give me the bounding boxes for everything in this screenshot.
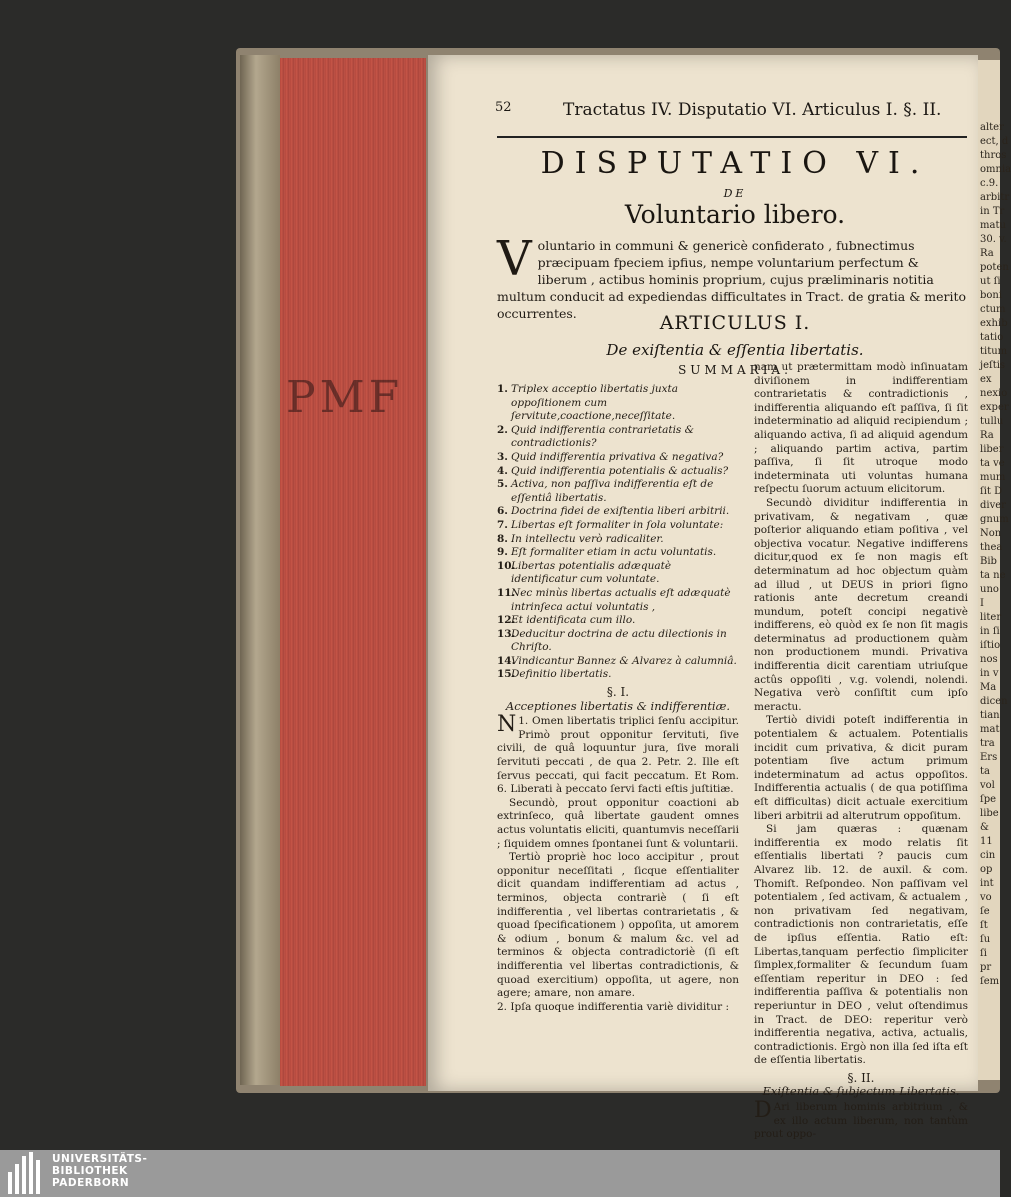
facing-page-text: ut ſi xyxy=(980,276,1001,287)
summaria-number: 7. xyxy=(497,518,508,531)
facing-page-text: cin xyxy=(980,850,996,861)
facing-page-text: in v xyxy=(980,668,999,679)
library-stamp: PMF xyxy=(286,372,404,423)
drop-cap: D xyxy=(754,1098,772,1124)
summaria-item xyxy=(497,655,739,669)
paragraph-text: Ari liberum hominis arbitrium , & ex illo actum liberum, non tantùm prout oppo- xyxy=(754,1101,968,1141)
facing-page-text: poten xyxy=(980,262,1009,273)
page-title: DISPUTATIO VI. xyxy=(540,146,930,181)
paragraph-text: Ipſa quoque indifferentia variè dividitur : xyxy=(510,1000,730,1013)
summaria-text: Quid indifferentia privativa & negativa? xyxy=(511,450,724,463)
summaria-number: 9. xyxy=(497,546,508,559)
summaria-text: Triplex acceptio libertatis juxta oppoſitionem cum ſervitute,coactione,neceſſitate. xyxy=(511,383,679,423)
summaria-item xyxy=(497,560,739,587)
facing-page-text: vol xyxy=(980,780,995,791)
facing-page-text: jeſtis xyxy=(980,360,1006,371)
facing-page-text: thros xyxy=(980,150,1007,161)
summaria-number: 13. xyxy=(497,627,516,640)
facing-page-text: ect, d xyxy=(980,136,1009,147)
summaria-item xyxy=(497,424,739,451)
facing-page-text: Non xyxy=(980,528,1002,539)
summaria-item xyxy=(497,668,739,682)
paragraph: Tertiò dividi poteſt indifferentia in potentialem & actualem. Potentialis incidit cum privativa, & dicit puram potentiam ſive actum primum indeterminatum ad actus oppoſitos. Indifferentia actualis ( de qua potiſſima eſt difficultas) dicit actuale exercitium liberi arbitrii ad alterutrum oppoſitum. xyxy=(754,714,968,822)
facing-page-text: diver xyxy=(980,500,1006,511)
facing-page-text: alter xyxy=(980,122,1004,133)
facing-page-text: iſtio xyxy=(980,640,1001,651)
intro-paragraph xyxy=(497,231,967,322)
running-title: Tractatus IV. Disputatio VI. Articulus I. §. II. xyxy=(563,100,942,120)
summaria-number: 3. xyxy=(497,450,508,463)
facing-page-text: ſu xyxy=(980,934,991,945)
summaria-number: 5. xyxy=(497,478,508,491)
summaria-text: Activa, non paſſiva indifferentia eſt de eſſentiâ libertatis. xyxy=(511,478,714,504)
page-edges xyxy=(280,58,426,1086)
facing-page-text: ta ve xyxy=(980,458,1005,469)
facing-page-text: ex xyxy=(980,374,992,385)
facing-page-text: I xyxy=(980,598,984,609)
facing-page-text: mat xyxy=(980,724,1000,735)
summaria-number: 2. xyxy=(497,423,508,436)
summaria-text: Et identificata cum illo. xyxy=(511,614,636,627)
summaria-number: 10. xyxy=(497,559,516,572)
summaria-item xyxy=(497,614,739,628)
library-name-line: PADERBORN xyxy=(52,1177,130,1189)
facing-page-text: in ſi xyxy=(980,626,1000,637)
summaria-number: 12. xyxy=(497,614,516,627)
library-name xyxy=(52,1153,147,1189)
facing-page-text: Ra xyxy=(980,430,994,441)
paragraph xyxy=(754,1098,968,1142)
facing-page-text: liter xyxy=(980,612,1002,623)
summaria-item xyxy=(497,587,739,614)
facing-page-text: ſi xyxy=(980,948,987,959)
summaria-text: In intellectu verò radicaliter. xyxy=(511,532,664,545)
summaria-item xyxy=(497,465,739,479)
facing-page-fragment xyxy=(978,60,1011,1080)
section-mark: §. II. xyxy=(847,1070,875,1085)
facing-page-text: op xyxy=(980,864,993,875)
facing-page-text: pr xyxy=(980,962,992,973)
book-spine xyxy=(240,55,280,1085)
facing-page-text: ſem xyxy=(980,976,1000,987)
paragraph: nam ut prætermittam modò inſinuatam diviſionem in indifferentiam contrarietatis & contradictionis , indifferentia aliquando eſt paſſiva, ſi ſit indeterminatio ad aliquid recipiendum ; aliquando activa, ſi ad aliquid agendum ; aliquando partim activa, partim paſſiva, ſi ſit utroque modo indeterminata uti voluntas humana reſpectu ſuorum actuum elicitorum. xyxy=(754,361,968,496)
summaria-list xyxy=(497,383,739,682)
facing-page-text: ſit D xyxy=(980,486,1003,497)
summaria-number: 4. xyxy=(497,464,508,477)
paragraph-text: Omen libertatis triplici ſenſu accipitur. Primò prout opponitur ſervituti, ſive civili, de quâ loquuntur jura, ſive morali ſervituti peccati , de qua 2. Petr. 2. Ille eſt ſervus peccati, qui facit peccatum. Et Rom. 6. Liberati à peccato ſervi facti eſtis juſtitiæ. xyxy=(497,715,740,796)
section-heading: Exiſtentia & ſubjectum Libertatis. xyxy=(762,1084,960,1099)
facing-page-text: liber xyxy=(980,444,1004,455)
library-name-line: BIBLIOTHEK xyxy=(52,1165,128,1177)
left-column xyxy=(497,383,739,1014)
margin-number: 2. xyxy=(497,1000,508,1013)
facing-page-text: ſpe xyxy=(980,794,997,805)
summaria-text: Deducitur doctrina de actu dilectionis in Chriſto. xyxy=(511,627,727,654)
right-column xyxy=(754,361,968,1142)
facing-page-text: in Tr xyxy=(980,206,1005,217)
summaria-item xyxy=(497,478,739,505)
facing-page-text: omnia xyxy=(980,164,1011,175)
paragraph: Secundò dividitur indifferentia in privativam, & negativam , quæ poſterior aliquando etiam poſitiva , vel objectiva vocatur. Negative indifferens dicitur,quod ex ſe non magis eſt determinatum ad hoc objectum quàm ad illud , ut DEUS in priori ſigno rationis ante decretum creandi mundum, poteſt concipi negativè indifferens, eò quòd ex ſe non ſit magis determinatus ad productionem quàm non productionem mundi. Privativa indifferentia dicit carentiam utriuſque actûs oppoſiti , v.g. volendi, nolendi. Negativa verò conſiſtit cum ipſo meractu. xyxy=(754,496,968,713)
facing-page-text: ta ne xyxy=(980,570,1006,581)
summaria-text: Quid indifferentia contrarietatis & contradictionis? xyxy=(511,423,694,450)
facing-page-text: matu xyxy=(980,220,1006,231)
facing-page-text: gnum xyxy=(980,514,1009,525)
summaria-text: Eſt formaliter etiam in actu voluntatis. xyxy=(511,546,717,559)
library-name-line: UNIVERSITÄTS- xyxy=(52,1153,148,1165)
paragraph xyxy=(497,1001,739,1015)
facing-page-text: exper xyxy=(980,402,1009,413)
page-subtitle: Voluntario libero. xyxy=(624,200,846,229)
summaria-item xyxy=(497,505,739,519)
paragraph: Tertiò propriè hoc loco accipitur , prout opponitur neceſſitati , ſicque eſſentialiter dicit quandam indifferentiam ad actus , terminos, objecta contrariè ( ſi eſt indifferentia , vel libertas contrarietatis , & quoad ſpecificationem ) oppoſita, ut amorem & odium , bonum & malum &c. vel ad terminos & objecta contradictoriè (ſi eſt indifferentia vel libertas contradictionis, & quoad exercitium) oppoſita, ut agere, non agere; amare, non amare. xyxy=(497,851,739,1000)
paragraph: Secundò, prout opponitur coactioni ab extrinſeco, quâ libertate gaudent omnes actus voluntatis eliciti, quantumvis neceſſarii ; ſiquidem omnes ſpontanei ſunt & voluntarii. xyxy=(497,796,739,850)
header-rule xyxy=(497,136,967,138)
facing-page-text: 30. v. xyxy=(980,234,1007,245)
summaria-text: Definitio libertatis. xyxy=(511,668,612,681)
library-footer xyxy=(0,1150,1000,1197)
facing-page-text: tatio xyxy=(980,332,1004,343)
facing-page-text: titum xyxy=(980,346,1008,357)
facing-page-text: ſe xyxy=(980,906,990,917)
summaria-text: Libertas eſt formaliter in ſola voluntate: xyxy=(511,518,724,531)
summaria-item xyxy=(497,533,739,547)
summaria-text: Quid indifferentia potentialis & actualis? xyxy=(511,464,729,477)
summaria-text: Vindicantur Bannez & Alvarez à calumniâ. xyxy=(511,654,737,667)
facing-page-text: int xyxy=(980,878,994,889)
summaria-item xyxy=(497,451,739,465)
section-heading: Acceptiones libertatis & indifferentiæ. xyxy=(505,698,731,713)
facing-page-text: c.9. xyxy=(980,178,999,189)
facing-page-text: ctum xyxy=(980,304,1006,315)
section-mark: §. I. xyxy=(606,685,630,700)
summaria-text: Libertas potentialis adæquatè identificatur cum voluntate. xyxy=(511,559,672,586)
title-de: DE xyxy=(723,187,747,200)
paragraph xyxy=(497,712,740,797)
drop-cap: N xyxy=(497,712,517,738)
library-logo-icon xyxy=(6,1152,46,1194)
facing-page-text: uno xyxy=(980,584,999,595)
summaria-number: 1. xyxy=(497,383,508,395)
summaria-number: 15. xyxy=(497,668,516,681)
facing-page-text: ta xyxy=(980,766,990,777)
facing-page-text: Ra xyxy=(980,248,994,259)
summaria-item xyxy=(497,383,739,424)
facing-page-text: vo xyxy=(980,892,992,903)
article-title: De exiſtentia & eſſentia libertatis. xyxy=(606,341,864,359)
facing-page-text: & xyxy=(980,822,989,833)
summaria-item xyxy=(497,519,739,533)
summaria-number: 14. xyxy=(497,654,516,667)
facing-page-text: libe xyxy=(980,808,999,819)
summaria-text: Nec minùs libertas actualis eſt adæquatè intrinſeca actui voluntatis , xyxy=(511,586,731,613)
intro-text: oluntario in communi & genericè confiderato , fubnectimus præcipuam fpeciem ipfius, nempe voluntarium perfectum & liberum , actibus hominis proprium, cujus præliminaris notitia multum conducit ad expediendas difficultates in Tract. de gratia & merito occurrentes. xyxy=(497,238,967,321)
facing-page-text: nexio xyxy=(980,388,1008,399)
facing-page-text: ſt xyxy=(980,920,988,931)
summaria-item xyxy=(497,546,739,560)
facing-page-text: tullu xyxy=(980,416,1004,427)
summaria-number: 6. xyxy=(497,505,508,518)
facing-page-text: mum xyxy=(980,472,1006,483)
article-heading: ARTICULUS I. xyxy=(659,312,811,334)
facing-page-text: Ma xyxy=(980,682,997,693)
paragraph: Si jam quæras : quænam indifferentia ex modo relatis ſit eſſentialis libertati ? paucis cum Alvarez lib. 12. de auxil. & com. Thomiſt. Reſpondeo. Non paſſivam vel potentialem , ſed activam, & actualem , non privativam ſed negativam, contradictionis non contrarietatis, eſſe de ipſius eſſentia. Ratio eſt: Libertas,tanquam perfectio ſimpliciter ſimplex,formaliter & ſecundum ſuam eſſentiam reperitur in DEO : ſed indifferentia paſſiva & potentialis non reperiuntur in DEO , velut oſtendimus in Tract. de DEO: reperitur verò indifferentia negativa, activa, actualis, contradictionis. Ergò non illa ſed iſta eſt de eſſentia libertatis. xyxy=(754,823,968,1067)
summaria-number: 8. xyxy=(497,532,508,545)
facing-page-text: arbitr xyxy=(980,192,1010,203)
facing-page-text: tian xyxy=(980,710,1000,721)
facing-page-text: Bib xyxy=(980,556,997,567)
facing-page-text: Ers xyxy=(980,752,998,763)
margin-number: 1. xyxy=(518,715,529,728)
facing-page-text: nos xyxy=(980,654,998,665)
page-number: 52 xyxy=(495,100,512,115)
summaria-text: Doctrina fidei de exiſtentia liberi arbitrii. xyxy=(511,505,730,518)
facing-page-text: tra xyxy=(980,738,995,749)
summaria-number: 11. xyxy=(497,586,516,599)
facing-page-text: 11 xyxy=(980,836,993,847)
facing-page-text: boni xyxy=(980,290,1003,301)
facing-page-text: exhib xyxy=(980,318,1008,329)
facing-page-text: thea xyxy=(980,542,1003,553)
facing-page-text: dicen xyxy=(980,696,1008,707)
summaria-heading: SUMMARIA. xyxy=(678,363,792,377)
summaria-item xyxy=(497,628,739,655)
intro-drop-cap: V xyxy=(497,231,532,287)
